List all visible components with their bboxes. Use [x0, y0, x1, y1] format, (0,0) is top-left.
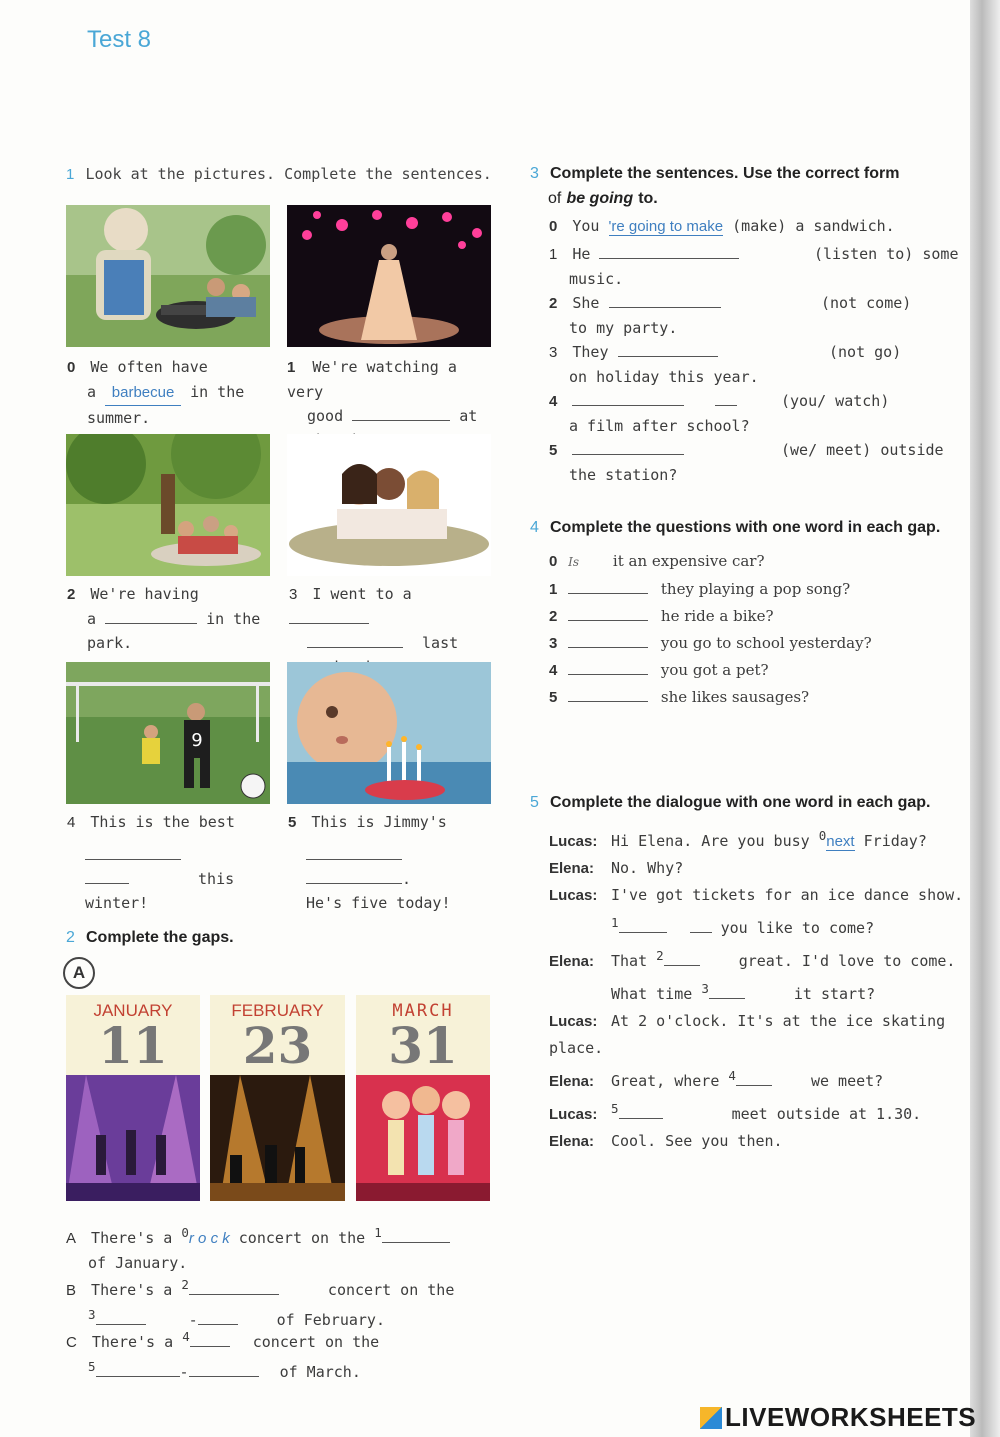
s5-line-0-after: Friday? — [863, 832, 927, 850]
s5-line-3-sup2: 3 — [701, 981, 709, 996]
section-4-heading — [530, 517, 940, 537]
s2-line-c-gap-3[interactable] — [189, 1362, 259, 1377]
s4-item-3-question: you go to school yesterday? — [660, 634, 872, 652]
s5-line-2-speaker: Lucas: — [549, 887, 598, 904]
s5-line-2-text: I've got tickets for an ice dance show. — [611, 886, 964, 904]
s5-line-1-speaker: Elena: — [549, 860, 595, 877]
s1-item-3-line1: I went to a — [312, 585, 412, 603]
section-3-heading-be-going: be going — [566, 190, 634, 207]
s5-line-2-gap-2[interactable] — [690, 918, 712, 933]
calendar-february — [210, 995, 345, 1201]
section-2-number: 2 — [66, 929, 75, 946]
s1-item-0-line3: summer. — [87, 409, 151, 427]
s2-line-c-text1: There's a — [91, 1333, 174, 1351]
calendar-january-month: JANUARY — [93, 1001, 173, 1020]
s3-item-3-verb: (not go) — [829, 343, 902, 361]
s5-line-3-gap[interactable] — [664, 951, 700, 966]
s2-line-c-gap[interactable] — [190, 1332, 230, 1347]
s1-item-4-line1: This is the best — [90, 813, 235, 831]
s1-item-2-line2: a — [87, 610, 97, 628]
liveworksheets-logo-text: LIVEWORKSHEETS — [725, 1402, 977, 1432]
s3-item-0-verb: (make) a sandwich. — [732, 217, 895, 235]
s1-item-5-line3: He's five today! — [306, 894, 451, 912]
s1-item-1-gap[interactable] — [352, 406, 450, 421]
birthday-picture — [287, 662, 491, 804]
s3-item-0-pre: You — [572, 217, 600, 235]
s2-line-b-gap[interactable] — [189, 1280, 279, 1295]
s3-item-4-gap[interactable] — [572, 391, 684, 406]
s1-item-5-number: 5 — [288, 814, 297, 831]
s1-item-0-line2: a — [87, 383, 97, 401]
s5-line-5-text: Great, where — [611, 1072, 720, 1090]
s1-item-2 — [67, 582, 272, 655]
s1-item-4-line3: winter! — [85, 894, 149, 912]
s1-item-5-gap[interactable] — [306, 845, 402, 860]
s4-item-5-gap[interactable] — [568, 687, 648, 702]
s2-line-a-text1: There's a — [91, 1229, 173, 1247]
s4-item-0 — [549, 548, 969, 576]
s3-item-4-gap-2[interactable] — [715, 391, 737, 406]
s3-item-5-gap[interactable] — [572, 440, 684, 455]
s4-item-1-number: 1 — [549, 581, 558, 598]
s2-line-b-sup1: 2 — [181, 1277, 189, 1292]
festival-girls-picture — [287, 434, 491, 576]
s1-item-4 — [67, 810, 272, 915]
s1-item-0-number: 0 — [67, 359, 76, 376]
s5-line-5-sup: 4 — [728, 1068, 736, 1083]
s2-line-b-text2: concert on the — [327, 1281, 455, 1299]
s3-item-5-post: the station? — [569, 466, 678, 484]
s1-item-1-line2: good — [307, 407, 344, 425]
s5-line-5-gap[interactable] — [736, 1071, 772, 1086]
s1-item-1-number: 1 — [287, 359, 296, 376]
s2-line-b-gap-2[interactable] — [96, 1310, 146, 1325]
s5-line-0-speaker: Lucas: — [549, 833, 598, 850]
s1-item-3-gap-2[interactable] — [307, 633, 403, 648]
s3-item-1 — [549, 242, 969, 267]
s5-line-6-after: meet outside at 1.30. — [731, 1105, 922, 1123]
s1-item-3-number: 3 — [289, 586, 298, 603]
football-illustration — [66, 662, 270, 804]
rock-concert-illustration — [66, 1075, 200, 1201]
festival-girls-illustration — [287, 434, 491, 576]
s4-item-1-gap[interactable] — [568, 579, 648, 594]
section-3-number: 3 — [530, 165, 539, 182]
s4-item-0-number: 0 — [549, 553, 558, 570]
s2-line-b-sup2: 3 — [88, 1307, 96, 1322]
section-4-heading-text: Complete the questions with one word in each gap. — [550, 519, 941, 536]
s3-item-3-pre: They — [572, 343, 609, 361]
theatre-picture — [287, 205, 491, 347]
s2-line-a — [66, 1221, 486, 1275]
s5-line-6-sup: 5 — [611, 1101, 619, 1116]
s3-item-0-number: 0 — [549, 218, 558, 235]
pop-concert-illustration — [356, 1075, 490, 1201]
s1-item-4-gap-2[interactable] — [85, 869, 129, 884]
section-3-heading-line1: Complete the sentences. Use the correct form — [550, 165, 900, 182]
s5-line-1 — [549, 855, 969, 882]
s2-line-a-sup0: 0 — [181, 1225, 189, 1240]
s3-item-1-verb: (listen to) some — [814, 245, 959, 263]
s5-line-4 — [549, 1008, 969, 1062]
s3-item-2 — [549, 291, 969, 316]
section-2-circle-label: A — [63, 957, 95, 989]
s3-item-0-answer[interactable]: 're going to make — [608, 218, 724, 235]
s2-line-a-gap[interactable] — [382, 1228, 450, 1243]
s1-item-0-answer[interactable]: barbecue — [105, 381, 181, 406]
calendar-january-day: 11 — [98, 1016, 168, 1075]
s5-line-5 — [549, 1062, 969, 1095]
s3-item-2-gap[interactable] — [609, 293, 721, 308]
s4-item-2-number: 2 — [549, 608, 558, 625]
s4-item-4-gap[interactable] — [568, 660, 648, 675]
s3-item-3-number: 3 — [549, 344, 558, 361]
s5-line-2-text2: you like to come? — [720, 919, 875, 937]
s3-item-1-gap[interactable] — [599, 244, 739, 259]
section-1-heading-text: Look at the pictures. Complete the sentences. — [85, 165, 492, 183]
park-picnic-illustration — [66, 434, 270, 576]
s1-item-0-line2-end: in the — [190, 383, 245, 401]
s4-items — [549, 548, 969, 711]
s1-item-3-line2: last — [422, 634, 459, 652]
section-4-number: 4 — [530, 519, 539, 536]
s5-line-3-text2: it start? — [793, 985, 876, 1003]
s3-item-2-verb: (not come) — [821, 294, 912, 312]
s4-item-1 — [549, 576, 969, 603]
s3-item-3-gap[interactable] — [618, 342, 718, 357]
s1-item-4-line2: this — [198, 870, 235, 888]
s3-items — [549, 214, 969, 487]
s5-line-3-text: That — [611, 952, 648, 970]
s4-item-3-gap[interactable] — [568, 633, 648, 648]
s2-line-c-gap-2[interactable] — [96, 1362, 180, 1377]
section-1-number: 1 — [66, 166, 75, 183]
s4-item-3 — [549, 630, 969, 657]
s5-line-3-gap-2[interactable] — [709, 984, 745, 999]
football-picture — [66, 662, 270, 804]
s5-line-6-gap[interactable] — [619, 1104, 663, 1119]
s4-item-2-question: he ride a bike? — [660, 607, 774, 625]
s3-item-5-number: 5 — [549, 442, 558, 459]
s3-item-2-number: 2 — [549, 295, 558, 312]
section-3-heading — [530, 161, 950, 211]
s5-line-4-text: At 2 o'clock. It's at the ice skating place. — [549, 1012, 946, 1057]
s5-line-7-text: Cool. See you then. — [611, 1132, 783, 1150]
s2-line-c: C There's a $^4$ concert on the $^5$ - of March. — [66, 1329, 380, 1381]
s5-line-2-sup: 1 — [611, 915, 619, 930]
s1-item-5: 5 This is Jimmy's . He's five today! — [288, 810, 488, 915]
s2-line-b-letter: B — [66, 1282, 77, 1299]
s2-line-a-text3: of January. — [88, 1254, 188, 1272]
s2-line-b-text3: of February. — [276, 1311, 385, 1329]
s3-item-4-verb: (you/ watch) — [781, 392, 890, 410]
s2-line-b-text1: There's a — [91, 1281, 173, 1299]
s3-item-1-number: 1 — [549, 246, 558, 263]
s2-line-c-sup2: 5 — [88, 1359, 96, 1374]
s3-item-4-post: a film after school? — [569, 417, 750, 435]
page-title: Test 8 — [87, 26, 152, 53]
s3-item-5-verb: (we/ meet) outside — [781, 441, 944, 459]
park-picnic-picture — [66, 434, 270, 576]
s5-line-2-gap[interactable] — [619, 918, 667, 933]
s5-line-1-text: No. Why? — [611, 859, 684, 877]
s4-item-1-question: they playing a pop song? — [660, 580, 851, 598]
birthday-illustration — [287, 662, 491, 804]
s5-line-2 — [549, 882, 969, 909]
s5-line-6 — [549, 1095, 969, 1128]
section-5-heading-text: Complete the dialogue with one word in each gap. — [550, 794, 931, 811]
s5-line-0-sup: 0 — [818, 828, 827, 843]
calendar-february-month: FEBRUARY — [231, 1001, 324, 1020]
s3-item-3 — [549, 340, 969, 365]
s3-item-2-post: to my party. — [569, 319, 678, 337]
s1-item-0 — [67, 355, 267, 430]
s1-item-4-gap[interactable] — [85, 845, 181, 860]
s5-line-5-after: we meet? — [810, 1072, 884, 1090]
theatre-illustration — [287, 205, 491, 347]
s1-item-2-gap[interactable] — [105, 609, 197, 624]
s3-item-4 — [549, 389, 969, 414]
section-2-heading-text: Complete the gaps. — [86, 929, 234, 946]
s3-item-3-post: on holiday this year. — [569, 368, 759, 386]
s2-line-c-text2: concert on the — [252, 1333, 380, 1351]
s5-line-3-text2pre: What time — [611, 985, 693, 1003]
s4-item-2 — [549, 603, 969, 630]
s5-line-3-after: great. I'd love to come. — [738, 952, 956, 970]
s4-item-5-question: she likes sausages? — [660, 688, 810, 706]
s5-dialogue — [549, 822, 969, 1155]
calendar-february-day: 23 — [242, 1016, 313, 1075]
s1-item-2-number: 2 — [67, 586, 76, 603]
s3-item-2-pre: She — [572, 294, 600, 312]
barbecue-picture — [66, 205, 270, 347]
calendar-january — [66, 995, 200, 1201]
s5-line-3-sup: 2 — [656, 948, 664, 963]
section-1-heading — [66, 164, 492, 183]
s2-line-b-gap-3[interactable] — [198, 1310, 238, 1325]
s4-item-5-number: 5 — [549, 689, 558, 706]
s4-item-4-question: you got a pet? — [660, 661, 769, 679]
s2-line-c-sup1: 4 — [182, 1329, 190, 1344]
s5-line-7 — [549, 1128, 969, 1155]
section-3-heading-to: to. — [638, 190, 658, 207]
s4-item-2-gap[interactable] — [568, 606, 648, 621]
s5-line-6-speaker: Lucas: — [549, 1106, 598, 1123]
barbecue-illustration — [66, 205, 270, 347]
calendar-march — [356, 995, 490, 1201]
section-2-heading — [66, 927, 234, 947]
s2-line-b: B There's a $^2$ concert on the $^3$ - of February. — [66, 1277, 455, 1329]
s1-item-2-line2-end: in the — [206, 610, 261, 628]
s5-line-0 — [549, 822, 969, 855]
section-5-number: 5 — [530, 794, 539, 811]
s4-item-4-number: 4 — [549, 662, 558, 679]
classical-concert-illustration — [210, 1075, 345, 1201]
s1-item-1-line2-end: at — [459, 407, 478, 425]
s1-item-0-line1: We often have — [90, 358, 208, 376]
s5-line-4-speaker: Lucas: — [549, 1013, 598, 1030]
s1-item-2-line3: park. — [87, 634, 133, 652]
calendar-march-month: MARCH — [392, 1001, 454, 1021]
calendar-march-day: 31 — [388, 1016, 458, 1075]
s1-item-5-line1: This is Jimmy's — [311, 813, 447, 831]
s2-line-c-letter: C — [66, 1334, 77, 1351]
s5-line-7-speaker: Elena: — [549, 1133, 595, 1150]
s5-line-3 — [549, 942, 969, 975]
s3-item-5 — [549, 438, 969, 463]
s4-item-4 — [549, 657, 969, 684]
section-5-heading — [530, 792, 930, 812]
s2-line-a-text2: concert on the — [238, 1229, 366, 1247]
s4-item-0-answer[interactable]: Is — [568, 555, 580, 569]
s2-line-a-letter: A — [66, 1230, 77, 1247]
liveworksheets-logo-icon — [700, 1407, 722, 1429]
s1-item-2-line1: We're having — [90, 585, 199, 603]
s4-item-3-number: 3 — [549, 635, 558, 652]
s1-item-3-gap[interactable] — [289, 609, 369, 624]
s1-item-4-number: 4 — [67, 814, 76, 831]
s3-item-1-post: music. — [569, 270, 624, 288]
s3-item-1-pre: He — [572, 245, 591, 263]
section-3-heading-of: of — [548, 190, 562, 207]
s5-line-0-answer[interactable]: next — [826, 833, 855, 850]
s4-item-0-question: it an expensive car? — [612, 552, 765, 570]
s1-item-1-line1: We're watching a very — [287, 358, 457, 401]
s3-item-0 — [549, 214, 969, 239]
s2-line-a-sup1: 1 — [374, 1225, 382, 1240]
page-edge-shadow — [970, 0, 1000, 1437]
s3-item-4-number: 4 — [549, 393, 558, 410]
s5-line-3-speaker: Elena: — [549, 953, 595, 970]
liveworksheets-logo[interactable] — [700, 1402, 976, 1433]
s2-line-a-answer[interactable]: r o c k — [188, 1230, 230, 1247]
s2-line-c-text3: of March. — [279, 1363, 361, 1381]
s5-line-5-speaker: Elena: — [549, 1073, 595, 1090]
s1-item-5-gap-2[interactable] — [306, 869, 402, 884]
s4-item-5 — [549, 684, 969, 711]
svg-text:9: 9 — [191, 730, 203, 751]
s5-line-0-text: Hi Elena. Are you busy — [611, 832, 810, 850]
